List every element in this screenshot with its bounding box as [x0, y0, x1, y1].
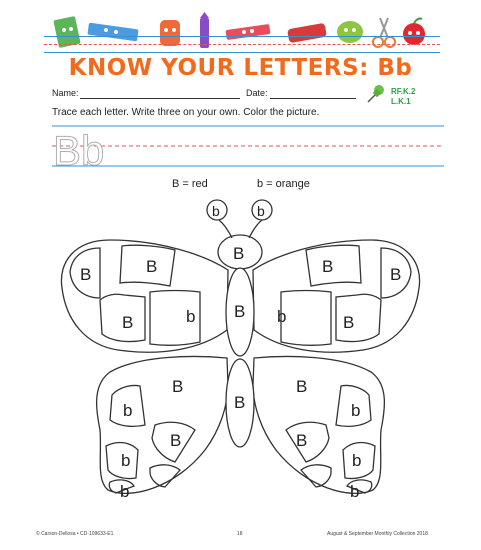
right-antenna — [249, 220, 262, 238]
page-title: KNOW YOUR LETTERS: Bb — [68, 55, 413, 81]
upper-right-wing-letter: B — [343, 313, 355, 332]
antenna-left-letter: b — [212, 203, 220, 219]
lower-left-wing-letter: b — [123, 401, 133, 420]
lower-left-wing-letter: B — [172, 377, 184, 396]
upper-right-wing-letter: B — [390, 265, 402, 284]
footer-collection: August & September Monthly Collection 2018 — [327, 531, 428, 537]
lr-section-2 — [286, 422, 329, 462]
name-label: Name: — [52, 88, 79, 98]
upper-left-wing-letter: B — [80, 265, 92, 284]
ur-section-lower-b — [281, 291, 331, 346]
ur-section-top-b — [306, 245, 361, 286]
body-lower-letter: B — [234, 393, 246, 412]
lower-right-wing-letter: B — [296, 377, 308, 396]
lower-right-wing-letter: b — [351, 401, 361, 420]
lower-right-wing-letter: b — [350, 482, 360, 501]
lower-right-wing-outline — [253, 356, 384, 493]
lower-right-wing-letter: B — [296, 431, 308, 450]
footer-copyright: © Carson-Dellosa • CD-109633-E1 — [36, 531, 114, 537]
trace-letters: Bb — [53, 127, 105, 170]
standard-code: L.K.1 — [391, 97, 411, 106]
footer-page-number: 18 — [237, 531, 243, 537]
color-key-lowercase: b = orange — [257, 178, 310, 190]
body-upper-letter: B — [234, 302, 246, 321]
standard-code: RF.K.2 — [391, 87, 416, 96]
instructions-text: Trace each letter. Write three on your own. Color the picture. — [52, 107, 320, 118]
lower-right-wing-letter: b — [352, 451, 362, 470]
upper-right-wing-letter: b — [277, 307, 287, 326]
lower-left-wing-letter: B — [170, 431, 182, 450]
date-label: Date: — [246, 88, 268, 98]
upper-left-wing-letter: B — [122, 313, 134, 332]
lower-left-wing-outline — [97, 356, 228, 493]
upper-left-wing-letter: B — [146, 257, 158, 276]
upper-left-wing-letter: b — [186, 307, 196, 326]
upper-right-wing-letter: B — [322, 257, 334, 276]
lower-left-wing-letter: b — [120, 482, 130, 501]
lower-left-wing-letter: b — [121, 451, 131, 470]
head-letter: B — [233, 244, 245, 263]
left-antenna — [219, 220, 232, 238]
antenna-right-letter: b — [257, 203, 265, 219]
color-key-uppercase: B = red — [172, 178, 208, 190]
